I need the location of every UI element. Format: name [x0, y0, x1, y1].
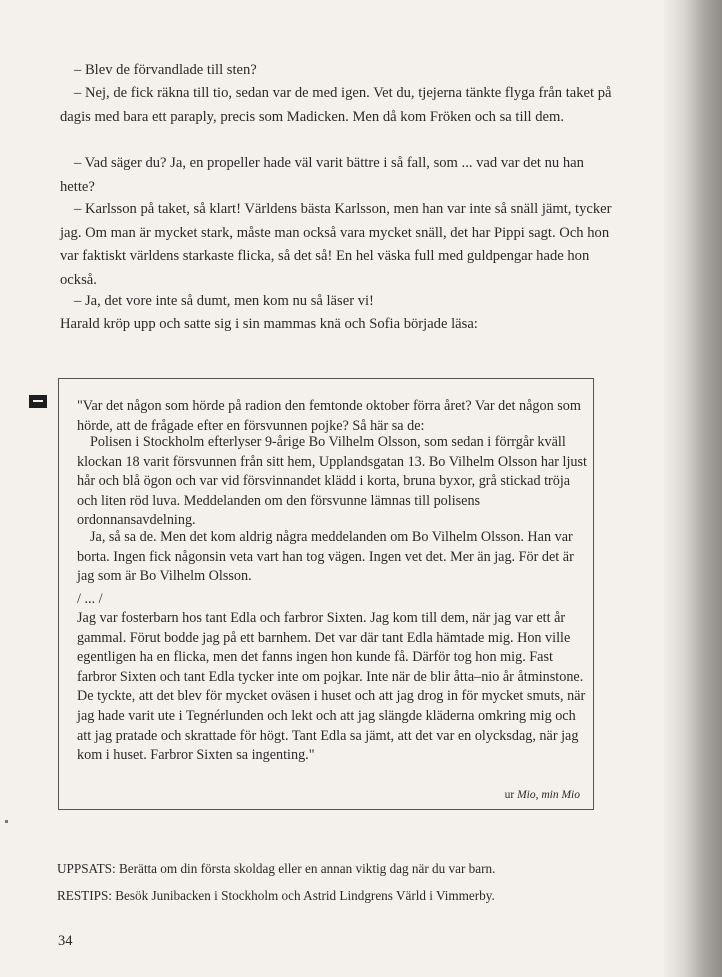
- excerpt-paragraph: Polisen i Stockholm efterlyser 9-årige Bo Vilhelm Olsson, som sedan i förrgår kväll klockan 18 varit försvunnen från sitt hem, Upplandsgatan 13. Bo Vilhelm Olsson har ljust hår och blå ögon och var vid försvinnandet klädd i korta, bruna byxor, grå stickad tröja och liten röd luva. Meddelanden om den försvunne lämnas till polisens ordonnansavdelning.: [77, 434, 587, 529]
- source-prefix: ur: [504, 789, 518, 801]
- source-title: Mio, min Mio: [517, 789, 580, 801]
- page-binding-shadow: [664, 0, 722, 977]
- dialogue-line: – Karlsson på taket, så klart! Världens bästa Karlsson, men han var inte så snäll jämt, tycker jag. Om man är mycket stark, måste man också vara mycket snäll, det har Pippi sagt. Och hon var faktiskt världens starkaste flicka, så det så! En hel väska full med guldpengar hade hon också.: [60, 201, 612, 288]
- assignment-text: Berätta om din första skoldag eller en annan viktig dag när du var barn.: [115, 861, 496, 876]
- assignment-travel-tip: [57, 887, 617, 905]
- excerpt-paragraph: "Var det någon som hörde på radion den femtonde oktober förra året? Var det någon som hörde, att de frågade efter en försvunnen pojke? Så här sa de:: [77, 398, 581, 434]
- excerpt-ellipsis: / ... /: [77, 591, 103, 607]
- scan-speck: [5, 820, 8, 823]
- dialogue-line: – Vad säger du? Ja, en propeller hade väl varit bättre i så fall, som ... vad var det nu han hette?: [60, 155, 584, 195]
- book-icon: [29, 395, 47, 408]
- page-number: 34: [58, 933, 73, 949]
- excerpt-paragraph: Jag var fosterbarn hos tant Edla och farbror Sixten. Jag kom till dem, när jag var ett år gammal. Förut bodde jag på ett barnhem. Det var där tant Edla hämtade mig. Hon ville egentligen ha en flicka, men det fanns ingen hon kunde få. Därför tog hon mig. Fast farbror Sixten och tant Edla tycker inte om pojkar. Inte när de blir åtta–nio år åtminstone. De tyckte, att det blev för mycket oväsen i huset och att jag drog in för mycket smuts, när jag hade varit ute i Tegnérlunden och lekt och att jag slängde kläderna omkring mig och att jag pratade och skrattade för högt. Tant Edla sa jämt, att det var en olycksdag, när jag kom i huset. Farbror Sixten sa ingenting.": [77, 610, 586, 764]
- dialogue-line: – Ja, det vore inte så dumt, men kom nu så läser vi!: [74, 293, 374, 309]
- assignment-label: RESTIPS:: [57, 888, 112, 903]
- excerpt-source: [420, 789, 580, 801]
- assignment-text: Besök Junibacken i Stockholm och Astrid Lindgrens Värld i Vimmerby.: [111, 888, 495, 903]
- assignment-essay: [57, 860, 617, 878]
- dialogue-line: – Nej, de fick räkna till tio, sedan var de med igen. Vet du, tjejerna tänkte flyga från taket på dagis med bara ett paraply, precis som Madicken. Men då kom Fröken och sa till dem.: [60, 85, 612, 125]
- assignment-label: UPPSATS:: [57, 861, 116, 876]
- excerpt-paragraph: Ja, så sa de. Men det kom aldrig några meddelanden om Bo Vilhelm Olsson. Han var borta. Ingen fick någonsin veta vart han tog vägen. Ingen vet det. Mer än jag. För det är jag som är Bo Vilhelm Olsson.: [77, 529, 574, 585]
- narration-line: Harald kröp upp och satte sig i sin mammas knä och Sofia började läsa:: [60, 316, 478, 332]
- dialogue-line: – Blev de förvandlade till sten?: [74, 62, 257, 78]
